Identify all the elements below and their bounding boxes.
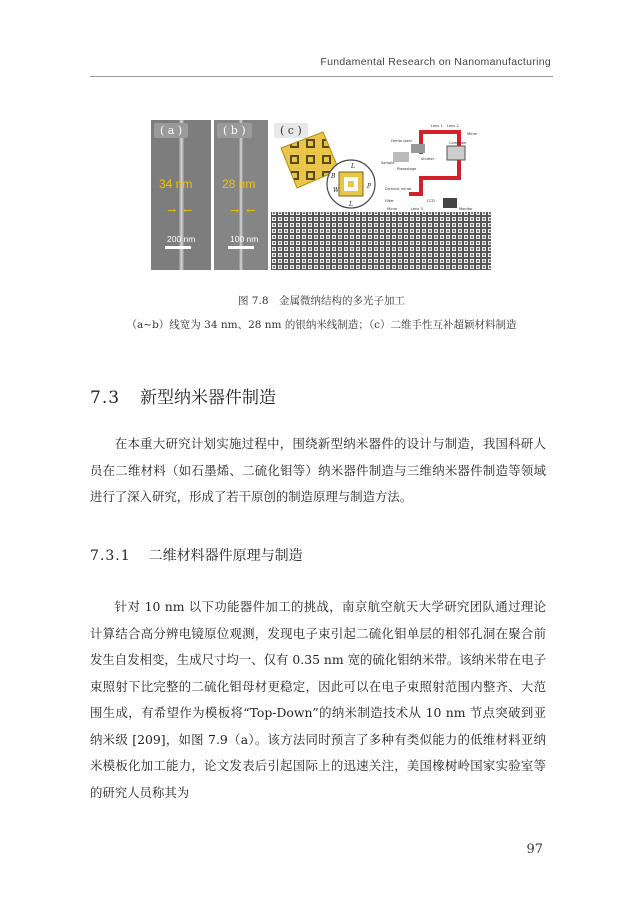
panel-b-arrows: →← — [230, 204, 263, 217]
setup-label-filter: Filter — [385, 199, 394, 203]
panel-b-label: ( b ) — [217, 123, 252, 138]
setup-label-piezostage: Piezostage — [397, 167, 417, 171]
panel-c — [271, 120, 491, 270]
setup-label-ccd: CCD — [427, 199, 435, 203]
panel-a-scale-bar — [165, 246, 191, 249]
figure-subcaption: （a~b）线宽为 34 nm、28 nm 的银纳米线制造；（c）二维手性互补超颖材料制造 — [126, 319, 517, 331]
panel-a-arrows: →← — [167, 204, 200, 217]
panel-b-scale-label: 100 nm — [230, 234, 259, 244]
subsection-number: 7.3.1 — [90, 548, 131, 564]
figure-7-8 — [151, 120, 491, 270]
unit-cell-label-l-bottom: L — [349, 201, 353, 208]
section-heading — [90, 383, 276, 408]
setup-label-computer: Computer — [449, 141, 467, 145]
paragraph-2: 针对 10 nm 以下功能器件加工的挑战，南京航空航天大学研究团队通过理论计算结合高分辨电镜原位观测，发现电子束引起二硫化钼单层的相邻孔洞在聚合前发生自发相变，生成尺寸均一、仅有 0.35 nm 宽的硫化钼纳米带。该纳米带在电子束照射下比完整的二硫化钼母材更稳定，因此可以在电子束照射范围内整齐、大范围生成，有希望作为模板将“Top-Down”的纳米制造技术从 10 nm 节点突破到亚纳米级 [209]，如图 7.9（a）。该方法同时预言了多种有类似能力的低维材料亚纳米模板化加工能力，论文发表后引起国际上的迅速关注，美国橡树岭国家实验室等的研究人员称其为 — [90, 599, 546, 800]
setup-label-dichroic-mirror: Dichroic mirror — [385, 187, 412, 191]
panel-c-label: ( c ) — [274, 123, 308, 138]
unit-cell-label-b: B — [331, 173, 336, 180]
subsection-title: 二维材料器件原理与制造 — [148, 548, 303, 564]
sem-panel-a — [151, 120, 211, 270]
section-title: 新型纳米器件制造 — [140, 388, 277, 408]
metamaterial-sem-grid — [271, 212, 491, 270]
setup-label-femto-laser: Femto laser — [391, 139, 413, 143]
setup-label-lens3: Lens 3 — [411, 207, 423, 211]
setup-label-mirror: Mirror — [467, 132, 478, 136]
setup-label-sample: Sample — [381, 161, 395, 165]
unit-cell-label-w: W — [333, 187, 340, 194]
header-rule — [90, 76, 553, 77]
setup-label-lens2: Lens 2 — [447, 124, 459, 128]
unit-cell-label-l-top: L — [351, 163, 355, 170]
figure-caption: 图 7.8 金属微纳结构的多光子加工 — [237, 295, 406, 307]
sem-panel-b — [214, 120, 268, 270]
setup-label-mirror-2: Mirror — [387, 207, 398, 211]
panel-a-label: ( a ) — [154, 123, 188, 138]
setup-label-shutter: Shutter — [421, 157, 435, 161]
panel-b-width: 28 nm — [222, 177, 256, 191]
panel-b-scale-bar — [228, 246, 254, 249]
page-number: 97 — [526, 842, 543, 857]
unit-cell-label-p: P — [367, 183, 372, 190]
panel-a-width: 34 nm — [159, 177, 193, 191]
panel-a-scale-label: 200 nm — [167, 234, 196, 244]
setup-label-monitor: Monitor — [459, 207, 473, 211]
fabrication-setup-diagram — [271, 120, 491, 270]
section-number: 7.3 — [90, 388, 121, 408]
paragraph-1: 在本重大研究计划实施过程中，围绕新型纳米器件的设计与制造，我国科研人员在二维材料（如石墨烯、二硫化钼等）纳米器件制造与三维纳米器件制造等领域进行了深入研究，形成了若干原创的制造原理与制造方法。 — [90, 436, 546, 504]
running-header: Fundamental Research on Nanomanufacturing — [320, 56, 551, 68]
subsection-heading — [90, 545, 303, 565]
setup-label-lens1: Lens 1 — [431, 124, 443, 128]
